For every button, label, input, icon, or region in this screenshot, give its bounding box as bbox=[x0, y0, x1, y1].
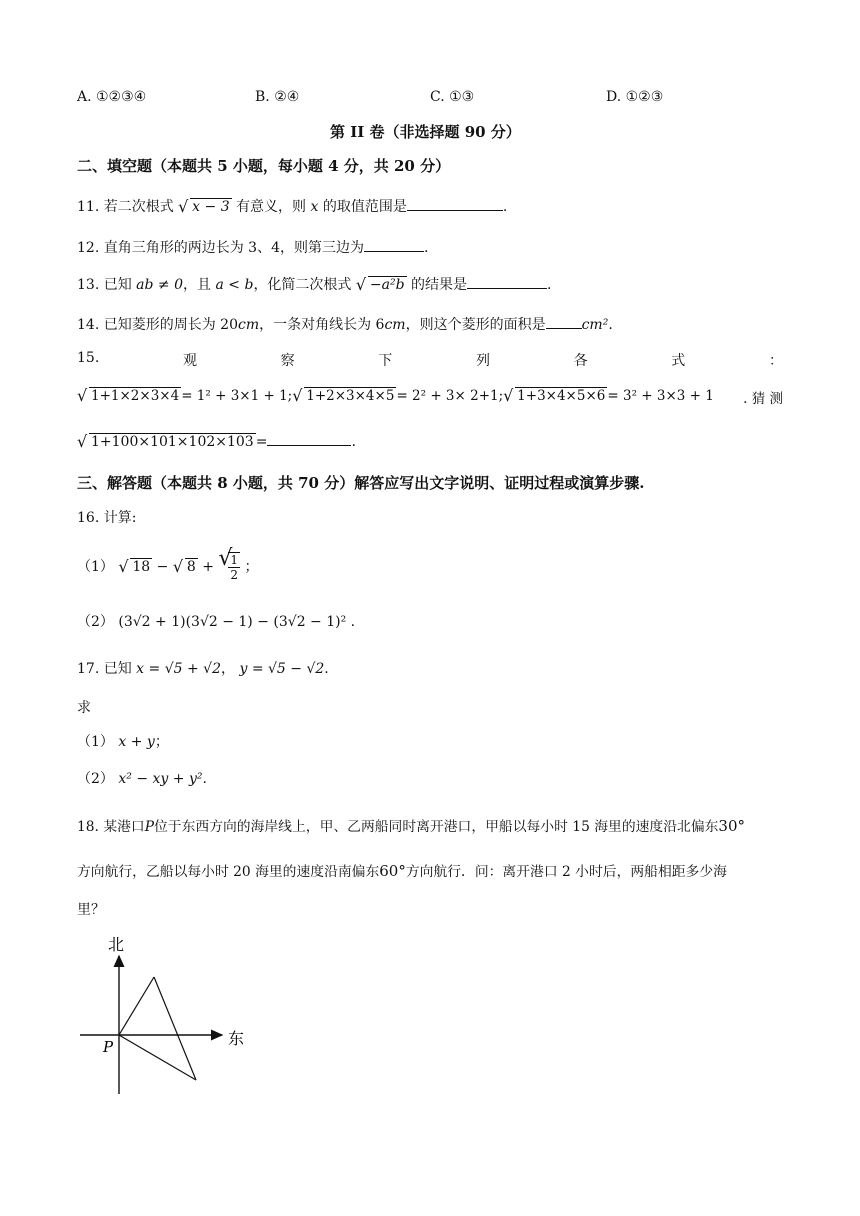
choice-d: D. ①②③ bbox=[606, 89, 664, 105]
sqrt-expression: √ −a²b bbox=[355, 275, 405, 294]
question-17-part2: （2） x² − xy + y². bbox=[77, 771, 207, 787]
question-17: 17. 已知 x = √5 + √2， y = √5 − √2. bbox=[77, 661, 329, 677]
ships-connecting-line bbox=[154, 977, 196, 1080]
question-16-part1: （1） √ 18 − √ 8 + √ $\frac{1}{2}$ ； bbox=[77, 546, 259, 582]
question-18-line2: 方向航行，乙船以每小时 20 海里的速度沿南偏东60°方向航行．问：离开港口 2 小时后，两船相距多少海 bbox=[77, 862, 727, 880]
section2-title: 二、填空题（本题共 5 小题，每小题 4 分，共 20 分） bbox=[77, 157, 451, 175]
question-15-guess: √ 1+100×101×102×103 = . bbox=[77, 432, 356, 451]
direction-diagram bbox=[70, 928, 270, 1098]
answer-blank[interactable] bbox=[364, 237, 424, 252]
question-15-intro: 15. 观 察 下 列 各 式 ： bbox=[77, 350, 783, 369]
choice-a: A. ①②③④ bbox=[77, 89, 147, 105]
north-label: 北 bbox=[108, 935, 125, 954]
question-12: 12. 直角三角形的两边长为 3、4，则第三边为 . bbox=[77, 237, 428, 257]
question-11: 11. 若二次根式 √ x − 3 有意义，则 x 的取值范围是 . bbox=[77, 197, 508, 216]
question-15-formulas: √ 1+1×2×3×4 = 1² + 3×1 + 1; √ 1+2×3×4×5 = 2² + 3× 2+1; √ 1+3×4×5×6 = 3² + 3×3 + 1 . 猜 测 bbox=[77, 386, 783, 407]
question-16-title: 16. 计算: bbox=[77, 510, 137, 526]
question-14: 14. 已知菱形的周长为 20cm，一条对角线长为 6cm，则这个菱形的面积是 cm². bbox=[77, 314, 613, 334]
question-16-part2: （2） (3√2 + 1)(3√2 − 1) − (3√2 − 1)² . bbox=[77, 614, 356, 630]
choice-c: C. ①③ bbox=[430, 89, 475, 105]
sqrt-expression: √ x − 3 bbox=[178, 197, 230, 216]
ship-b-path bbox=[119, 1035, 196, 1080]
question-17-part1: （1） x + y； bbox=[77, 734, 169, 750]
ship-a-path bbox=[119, 977, 154, 1035]
part2-title: 第 II 卷（非选择题 90 分） bbox=[330, 123, 521, 141]
question-13: 13. 已知 ab ≠ 0，且 a < b，化简二次根式 √ −a²b 的结果是 . bbox=[77, 275, 552, 294]
choice-b: B. ②④ bbox=[255, 89, 300, 105]
answer-blank[interactable] bbox=[267, 431, 351, 446]
answer-blank[interactable] bbox=[546, 314, 582, 329]
question-18-line1: 18. 某港口P位于东西方向的海岸线上，甲、乙两船同时离开港口，甲船以每小时 15 海里的速度沿北偏东30° bbox=[77, 817, 746, 835]
east-label: 东 bbox=[228, 1029, 245, 1048]
answer-blank[interactable] bbox=[407, 196, 503, 211]
answer-blank[interactable] bbox=[467, 274, 547, 289]
section3-title: 三、解答题（本题共 8 小题，共 70 分）解答应写出文字说明、证明过程或演算步骤. bbox=[77, 474, 645, 492]
question-18-line3: 里？ bbox=[77, 902, 105, 918]
question-17-ask: 求 bbox=[77, 700, 91, 716]
origin-label: P bbox=[103, 1038, 114, 1056]
